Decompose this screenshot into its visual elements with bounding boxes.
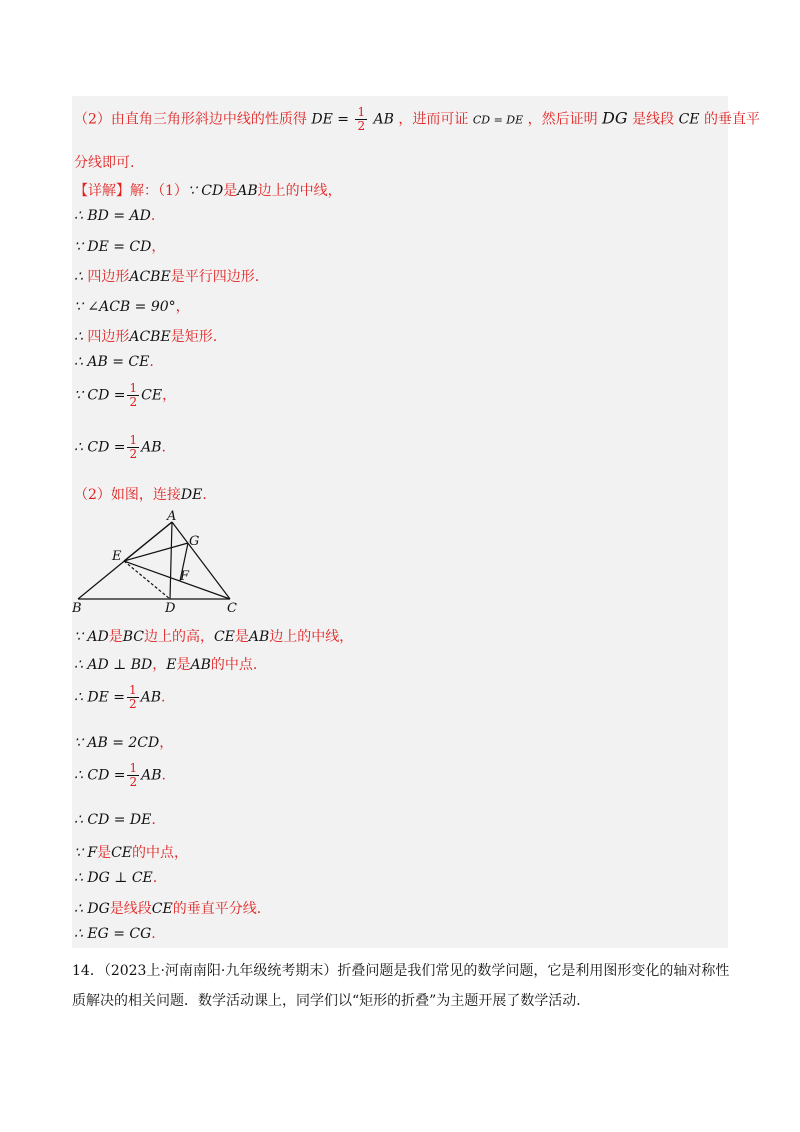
math-expr: AB [373,111,394,128]
step-line: ∴ CD = DE. [74,812,156,828]
fraction-step: ∵ CD = $\frac{1}{2}$ CE， [74,381,177,409]
step-line: ∴ AB = CE. [74,354,154,370]
text: ，然后证明 [527,111,598,128]
step-line: ∵ AD是BC边上的高，CE是AB边上的中线， [74,629,354,645]
step-line: ∴ DG是线段CE的垂直平分线. [74,901,262,917]
step-line: ∴ EG = CG. [74,926,156,942]
step-line: ∴ DG ⊥ CE. [74,870,158,886]
text: ，进而可证 [398,111,469,128]
svg-text:E: E [112,549,122,564]
fraction-step: ∴ CD = $\frac{1}{2}$ AB. [74,433,166,461]
svg-text:G: G [189,534,200,549]
part2-line: （2）如图，连接DE. [74,487,207,503]
analysis-line-1 [74,106,760,133]
step-line: ∵ F是CE的中点， [74,845,189,861]
svg-text:F: F [180,569,190,584]
step-line: ∴ AD ⊥ BD，E是AB的中点. [74,657,258,673]
text: 是线段 [632,111,675,128]
fraction-step: ∴ DE = $\frac{1}{2}$ AB. [74,683,166,711]
step-line: ∴ 四边形ACBE是平行四边形. [74,269,260,285]
step-line: ∵ AB = 2CD， [74,735,174,751]
detail-label: 【详解】解：（1） [74,183,188,199]
fraction: $\frac{1}{2}$ [357,105,366,133]
text: （2）由直角三角形斜边中线的性质得 [74,111,307,128]
svg-text:D: D [165,601,176,616]
math-expr: DG [602,108,628,128]
text: 的垂直平 [703,111,760,128]
step-line: ∴ 四边形ACBE是矩形. [74,329,218,345]
svg-text:C: C [227,601,237,616]
step-line: ∴ BD = AD. [74,208,156,224]
math-expr: CD = DE [472,113,524,127]
svg-text:B: B [72,601,82,616]
math-expr: CE [678,111,700,128]
detail-line: 【详解】解：（1）∵ CD是AB边上的中线， [74,183,342,199]
step-line: ∵ ∠ACB = 90°， [74,299,190,315]
geometry-figure [72,508,252,616]
math-expr: DE = [311,111,349,128]
svg-text:A: A [167,509,177,524]
step-line: ∵ DE = CD， [74,239,166,255]
fraction-step: ∴ CD = $\frac{1}{2}$ AB. [74,761,166,789]
question-14: 14．（2023上·河南南阳·九年级统考期末）折叠问题是我们常见的数学问题，它是利用图形变化的轴对称性质解决的相关问题．数学活动课上，同学们以“矩形的折叠”为主题开展了数学活动． [72,963,730,1009]
analysis-line-2: 分线即可. [74,155,135,171]
